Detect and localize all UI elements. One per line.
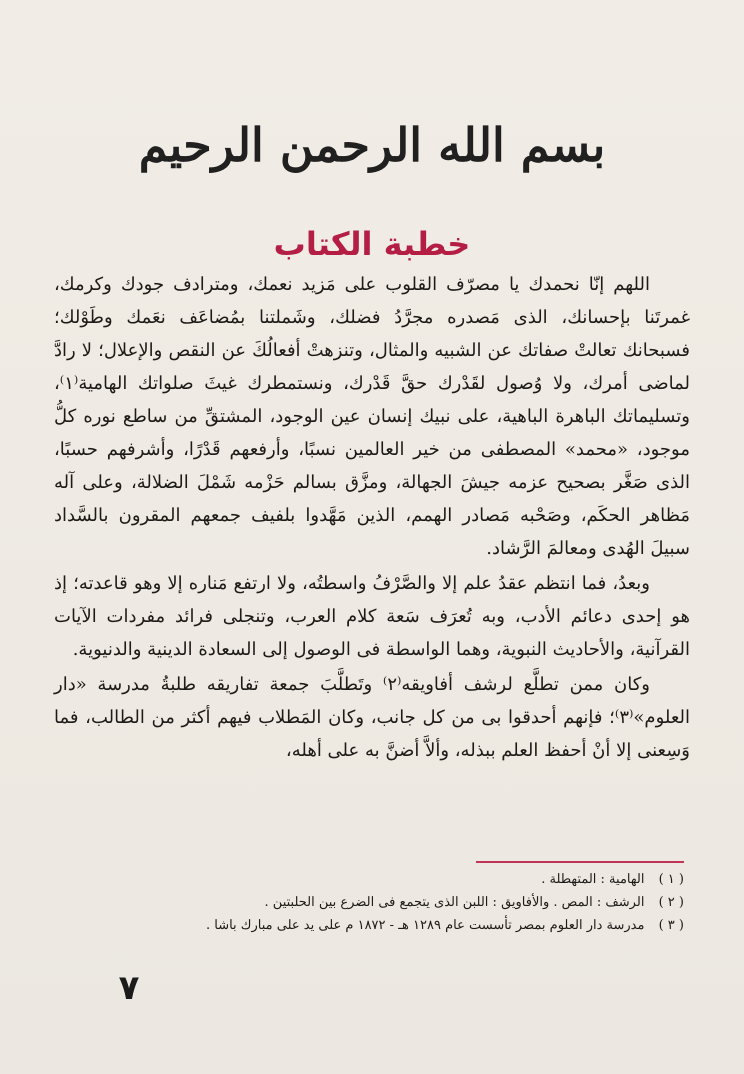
page-title: خطبة الكتاب (273, 225, 471, 263)
basmala-heading: بسم الله الرحمن الرحيم (138, 118, 606, 172)
footnote-item (52, 868, 684, 891)
paragraph: اللهم إنّا نحمدك يا مصرّف القلوب على مَزيد نعمك، ومترادف جودك وكرمك، غمرتَنا بإحسانك، الذى مَصدره مجرَّدُ فضلك، وشَملتنا بمُضاعَف نعَمك وطَوْلك؛ فسبحانك تعالتْ صفاتك عن الشبيه والمثال، وتنزهتْ أفعالُكَ عن النقص والإعلال؛ لا رادَّ لماضى أمرك، ولا وُصول لقَدْرك حقَّ قَدْرك، ونستمطرك غيثَ صلواتك الهامية⁽١⁾، وتسليماتك الباهرة الباهية، على نبيك إنسان عين الوجود، المشتقِّ من ساطع نوره كلُّ موجود، «محمد» المصطفى من خير العالمين نسبًا، وأرفعهم قَدْرًا، وأشرفهم حسبًا، الذى صَغَّر بصحيح عزمه جيشَ الجهالة، ومزَّق بسالم حَزْمه شَمْلَ الضلالة، وعلى آله مَظاهر الحكَم، وصَحْبه مَصادر الهمم، الذين مَهَّدوا بلفيف جمعهم المقرون بالسَّداد سبيلَ الهُدى ومعالمَ الرَّشاد. (54, 274, 690, 559)
footnote-marker: ( ٣ ) (658, 918, 684, 933)
main-text (54, 268, 690, 767)
footnote-divider (476, 861, 684, 863)
footnotes (52, 868, 684, 937)
footnote-item (52, 914, 684, 937)
page-number: ٧ (118, 968, 140, 1008)
paragraph: وكان ممن تطلَّع لرشف أفاويقه⁽٢⁾ وتَطلَّبَ جمعة تفاريقه طلبةُ مدرسة «دار العلوم»⁽٣⁾؛ فإنهم أحدقوا بى من كل جانب، وكان المَطلاب فيهم أكثر من الطالب، فما وَسِعنى إلا أنْ أحفظ العلم ببذله، وألاَّ أضنَّ به على أهله، (54, 674, 690, 761)
footnote-marker: ( ١ ) (658, 872, 684, 887)
footnote-text: مدرسة دار العلوم بمصر تأسست عام ١٢٨٩ هـ - ١٨٧٢ م على يد على مبارك باشا . (205, 918, 645, 933)
footnote-text: الهامية : المتهطلة . (541, 872, 645, 887)
paragraph: وبعدُ، فما انتظم عقدُ علم إلا والصَّرْفُ واسطتُه، ولا ارتفع مَناره إلا وهو قاعدته؛ إذ هو إحدى دعائم الأدب، وبه تُعرَف سَعة كلام العرب، وتنجلى فرائد مفردات الآيات القرآنية، والأحاديث النبوية، وهما الواسطة فى الوصول إلى السعادة الدينية والدنيوية. (54, 573, 690, 660)
footnote-item (52, 891, 684, 914)
footnote-text: الرشف : المص . والأفاويق : اللبن الذى يتجمع فى الضرع بين الحلبتين . (264, 895, 645, 910)
footnote-marker: ( ٢ ) (658, 895, 684, 910)
